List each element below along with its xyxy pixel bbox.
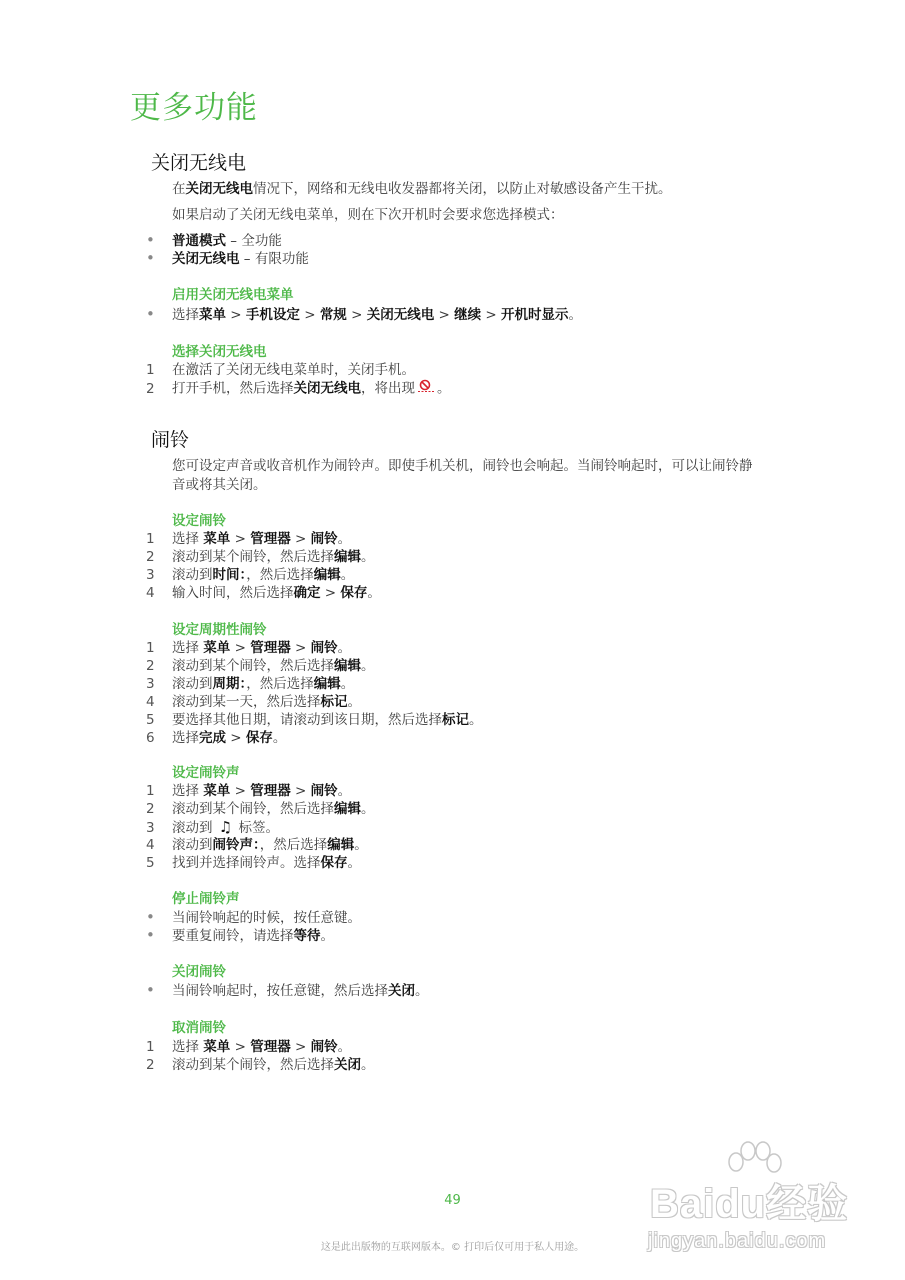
subheading-select-radio-off: 选择关闭无线电: [172, 344, 267, 360]
list-item: 6 选择完成 > 保存。: [146, 730, 287, 746]
step-number: 4: [146, 694, 155, 710]
subheading-alarm-ringtone: 设定闹铃声: [172, 765, 240, 781]
list-item: 4 输入时间，然后选择确定 > 保存。: [146, 585, 381, 601]
subheading-stop-alarm: 停止闹铃声: [172, 891, 240, 907]
alarm-intro: 您可设定声音或收音机作为闹铃声。即使手机关机，闹铃也会响起。当闹铃响起时，可以让闹铃静音或将其关闭。: [172, 458, 753, 493]
list-item: 2 滚动到某个闹铃，然后选择编辑。: [146, 549, 375, 565]
footer-note: 这是此出版物的互联网版本。© 打印后仅可用于私人用途。: [320, 1242, 585, 1253]
list-item: • 当闹铃响起时，按任意键，然后选择关闭。: [146, 981, 429, 999]
bullet-icon: •: [146, 305, 155, 323]
cancel-alarm-steps: [146, 1038, 766, 1074]
list-item: • 要重复闹铃，请选择等待。: [146, 926, 334, 944]
step-number: 5: [146, 855, 155, 871]
list-item: 4 滚动到闹铃声：，然后选择编辑。: [146, 837, 368, 853]
music-note-icon: ♫: [218, 818, 233, 836]
radio-off-intro-2: 如果启动了关闭无线电菜单，则在下次开机时会要求您选择模式：: [172, 207, 564, 223]
bullet-icon: •: [146, 231, 155, 249]
step-number: 2: [146, 658, 155, 674]
step-number: 2: [146, 380, 155, 397]
list-item: 3 滚动到时间：，然后选择编辑。: [146, 567, 355, 583]
page-title: 更多功能: [130, 90, 258, 126]
stop-alarm-list: [146, 908, 766, 944]
page-number: 49: [444, 1193, 461, 1208]
list-item: 3 滚动到周期：，然后选择编辑。: [146, 676, 355, 692]
step-number: 4: [146, 585, 155, 601]
bullet-icon: •: [146, 249, 155, 267]
step-number: 1: [146, 1039, 155, 1055]
list-item: • 普通模式 – 全功能: [146, 231, 282, 249]
subheading-close-alarm: 关闭闹铃: [172, 964, 226, 980]
subheading-cancel-alarm: 取消闹铃: [172, 1020, 226, 1036]
step-number: 3: [146, 676, 155, 692]
list-item: 5 要选择其他日期，请滚动到该日期，然后选择标记。: [146, 712, 483, 728]
close-alarm-list: [146, 981, 766, 999]
bullet-icon: •: [146, 981, 155, 999]
list-item: 2 滚动到某个闹铃，然后选择关闭。: [146, 1057, 375, 1073]
enable-menu-list: [146, 305, 766, 323]
section-title-alarm: 闹铃: [151, 429, 190, 451]
section-title-radio-off: 关闭无线电: [151, 152, 247, 174]
mode-list: [146, 231, 766, 267]
list-item: 2 滚动到某个闹铃，然后选择编辑。: [146, 658, 375, 674]
select-radio-off-steps: [146, 361, 766, 397]
radio-off-icon: [417, 379, 435, 398]
set-alarm-steps: [146, 530, 766, 602]
step-number: 2: [146, 801, 155, 817]
list-item: 1 在激活了关闭无线电菜单时，关闭手机。: [146, 362, 415, 378]
step-number: 1: [146, 362, 155, 378]
radio-off-intro: 在关闭无线电情况下，网络和无线电收发器都将关闭，以防止对敏感设备产生干扰。: [172, 181, 672, 197]
step-number: 2: [146, 549, 155, 565]
list-item: • 当闹铃响起的时候，按任意键。: [146, 908, 361, 926]
list-item: 3 滚动到 ♫ 标签。: [146, 818, 280, 836]
bullet-icon: •: [146, 908, 155, 926]
step-number: 4: [146, 837, 155, 853]
subheading-enable-menu: 启用关闭无线电菜单: [172, 287, 294, 303]
step-number: 5: [146, 712, 155, 728]
step-number: 1: [146, 640, 155, 656]
subheading-set-alarm: 设定闹铃: [172, 513, 226, 529]
watermark: [640, 1140, 865, 1270]
step-number: 3: [146, 820, 155, 836]
list-item: 1 选择 菜单 > 管理器 > 闹铃。: [146, 531, 352, 547]
step-number: 3: [146, 567, 155, 583]
step-number: 6: [146, 730, 155, 746]
list-item: 2 打开手机，然后选择关闭无线电，将出现 。: [146, 380, 451, 397]
list-item: • 关闭无线电 – 有限功能: [146, 249, 309, 267]
recurrent-alarm-steps: [146, 639, 766, 747]
watermark-url: jingyan.baidu.com: [648, 1230, 827, 1252]
step-number: 1: [146, 783, 155, 799]
list-item: 5 找到并选择闹铃声。选择保存。: [146, 855, 361, 871]
watermark-text: Baidu经验: [650, 1182, 849, 1226]
list-item: 4 滚动到某一天，然后选择标记。: [146, 694, 361, 710]
step-number: 1: [146, 531, 155, 547]
list-item: 1 选择 菜单 > 管理器 > 闹铃。: [146, 1039, 352, 1055]
bullet-icon: •: [146, 926, 155, 944]
list-item: 1 选择 菜单 > 管理器 > 闹铃。: [146, 783, 352, 799]
list-item: 2 滚动到某个闹铃，然后选择编辑。: [146, 801, 375, 817]
alarm-ringtone-steps: [146, 782, 766, 872]
subheading-recurrent-alarm: 设定周期性闹铃: [172, 622, 267, 638]
list-item: 1 选择 菜单 > 管理器 > 闹铃。: [146, 640, 352, 656]
list-item: • 选择菜单 > 手机设定 > 常规 > 关闭无线电 > 继续 > 开机时显示。: [146, 305, 583, 323]
step-number: 2: [146, 1057, 155, 1073]
